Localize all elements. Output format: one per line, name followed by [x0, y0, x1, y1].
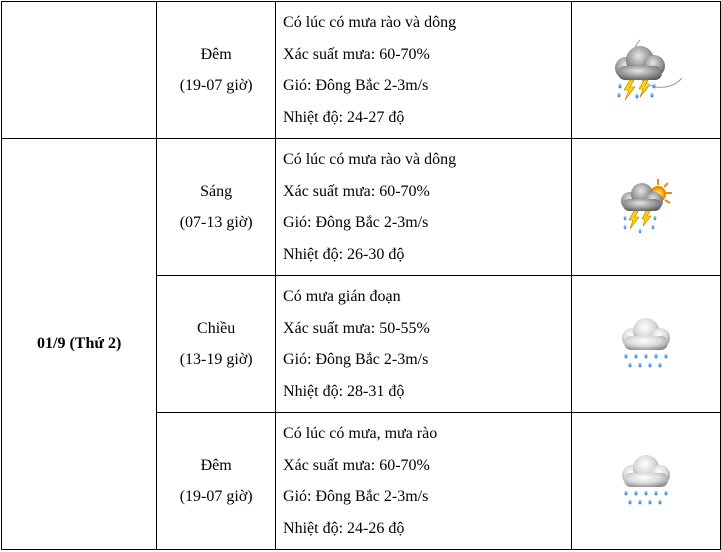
period-cell [157, 276, 276, 413]
period-hours: (19-07 giờ) [179, 488, 253, 505]
description-cell [276, 139, 572, 276]
period-hours: (13-19 giờ) [179, 351, 253, 368]
wind-info: Gió: Đông Bắc 2-3m/s [283, 214, 429, 231]
weather-forecast-table [1, 1, 721, 550]
rain-probability: Xác suất mưa: 50-55% [283, 319, 430, 337]
rain-cloud-icon [616, 453, 676, 509]
period-cell [157, 2, 276, 139]
wind-info: Gió: Đông Bắc 2-3m/s [283, 77, 429, 94]
period-hours: (07-13 giờ) [179, 214, 253, 231]
icon-cell [572, 2, 721, 139]
date-cell [2, 2, 157, 139]
period-name: Sáng [200, 183, 233, 200]
day-thunderstorm-icon [614, 177, 678, 237]
temperature: Nhiệt độ: 28-31 độ [283, 382, 405, 400]
period-name: Chiều [197, 320, 236, 337]
table-row [2, 139, 721, 276]
icon-cell [572, 276, 721, 413]
weather-summary: Có lúc có mưa, mưa rào [283, 425, 438, 442]
wind-info: Gió: Đông Bắc 2-3m/s [283, 488, 429, 505]
weather-summary: Có lúc có mưa rào và dông [283, 14, 457, 31]
rain-probability: Xác suất mưa: 60-70% [283, 182, 430, 200]
rain-cloud-icon [616, 316, 676, 372]
period-cell [157, 413, 276, 550]
period-hours: (19-07 giờ) [179, 77, 253, 94]
rain-probability: Xác suất mưa: 60-70% [283, 456, 430, 474]
night-thunderstorm-icon [604, 34, 688, 106]
icon-cell [572, 139, 721, 276]
temperature: Nhiệt độ: 26-30 độ [283, 245, 405, 263]
temperature: Nhiệt độ: 24-27 độ [283, 108, 405, 126]
icon-cell [572, 413, 721, 550]
wind-info: Gió: Đông Bắc 2-3m/s [283, 351, 429, 368]
date-cell: 01/9 (Thứ 2) [2, 139, 157, 550]
period-cell [157, 139, 276, 276]
description-cell [276, 276, 572, 413]
weather-summary: Có mưa gián đoạn [283, 288, 401, 305]
temperature: Nhiệt độ: 24-26 độ [283, 519, 405, 537]
table-row [2, 2, 721, 139]
description-cell [276, 2, 572, 139]
weather-summary: Có lúc có mưa rào và dông [283, 151, 457, 168]
period-name: Đêm [200, 46, 232, 63]
period-name: Đêm [200, 457, 232, 474]
description-cell [276, 413, 572, 550]
rain-probability: Xác suất mưa: 60-70% [283, 45, 430, 63]
